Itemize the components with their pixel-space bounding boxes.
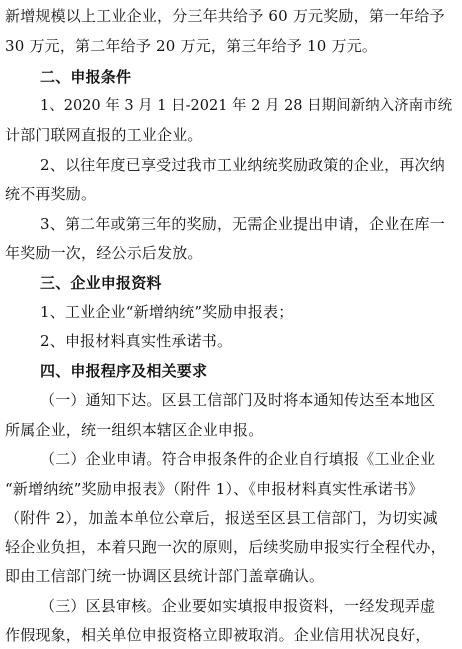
text-line: （二）企业申请。符合申报条件的企业自行填报《工业企业 xyxy=(40,449,436,468)
section-heading: 二、申报条件 xyxy=(40,67,132,86)
text-line: “新增纳统”奖励申报表》（附件 1）、《申报材料真实性承诺书》 xyxy=(5,479,424,498)
text-line: （一）通知下达。区县工信部门及时将本通知传达至本地区 xyxy=(40,391,436,410)
text-line: 计部门联网直报的工业企业。 xyxy=(5,126,203,145)
text-line: 2、以往年度已享受过我市工业纳统奖励政策的企业，再次纳 xyxy=(40,156,445,175)
text-line: 统不再奖励。 xyxy=(5,185,97,204)
text-line: （附件 2），加盖本单位公章后，报送至区县工信部门，为切实减 xyxy=(5,508,438,527)
text-line: 30 万元，第二年给予 20 万元，第三年给予 10 万元。 xyxy=(5,36,378,55)
text-line: 3、第二年或第三年的奖励，无需企业提出申请，企业在库一 xyxy=(40,214,445,233)
section-heading: 四、申报程序及相关要求 xyxy=(40,362,208,381)
text-line: 作假现象，相关单位申报资格立即被取消。企业信用状况良好， xyxy=(5,626,431,644)
text-line: 1、2020 年 3 月 1 日-2021 年 2 月 28 日期间新纳入济南市统 xyxy=(40,98,453,115)
text-line: 即由工信部门统一协调区县统计部门盖章确认。 xyxy=(5,567,325,586)
text-line: 轻企业负担，本着只跑一次的原则，后续奖励申报实行全程代办， xyxy=(5,538,446,557)
section-heading: 三、企业申报资料 xyxy=(40,273,162,292)
text-line: （三）区县审核。企业要如实填报申报资料，一经发现弄虚 xyxy=(40,597,436,616)
list-item: 1、工业企业“新增纳统”奖励申报表； xyxy=(40,303,294,322)
list-item: 2、申报材料真实性承诺书。 xyxy=(40,332,233,351)
text-line: 所属企业，统一组织本辖区企业申报。 xyxy=(5,420,264,439)
text-line: 新增规模以上工业企业，分三年共给予 60 万元奖励，第一年给予 xyxy=(5,7,445,26)
text-line: 年奖励一次，经公示后发放。 xyxy=(5,243,203,262)
